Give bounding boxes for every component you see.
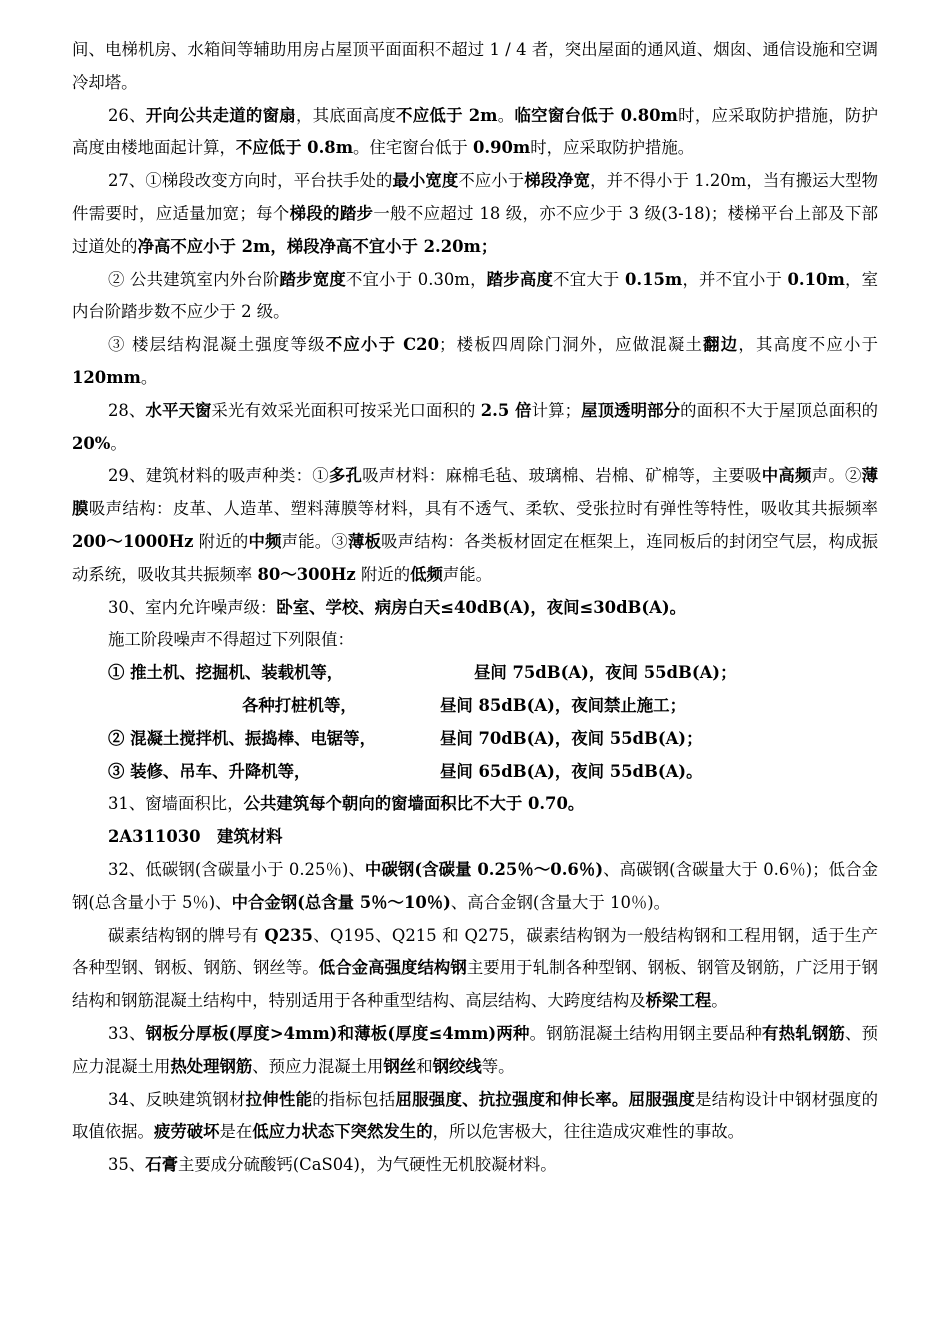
bold-text: 薄膜: [72, 466, 879, 519]
bold-text: Q235: [264, 925, 313, 945]
text: 。钢筋混凝土结构用钢主要品种: [529, 1023, 763, 1043]
text: 、预应力混凝土用: [72, 1023, 879, 1076]
bold-text: 低应力状态下突然发生的: [252, 1122, 433, 1142]
text: 附近的: [355, 564, 411, 584]
paragraph-34: [72, 1084, 878, 1150]
text: 、高合金钢(含量大于 10％)。: [450, 892, 671, 912]
bold-text: 踏步宽度: [279, 269, 346, 289]
bold-text: 不应小于 C20: [325, 335, 439, 355]
text: 不宜小于 0.30m，: [345, 269, 487, 289]
bold-text: 梯段的踏步: [289, 203, 374, 223]
noise-limit-value: 昼间 65dB(A)，夜间 55dB(A)。: [440, 761, 703, 781]
text: 声。②: [811, 466, 862, 486]
text: ③ 楼层结构混凝土强度等级: [108, 335, 326, 355]
bold-text: 薄板: [347, 531, 382, 551]
text: 31、窗墙面积比，: [108, 794, 244, 814]
bold-text: 不应低于 2m: [396, 105, 498, 125]
noise-limit-value: 昼间 75dB(A)，夜间 55dB(A)；: [474, 663, 737, 683]
bold-text: 梯段净宽: [524, 171, 591, 191]
bold-text: 20%: [72, 433, 111, 453]
equipment-label: ② 混凝土搅拌机、振捣棒、电锯等，: [108, 728, 376, 748]
bold-text: 0.10m: [787, 269, 845, 289]
paragraph-27-2: [72, 264, 878, 330]
text: ，并不宜小于: [682, 269, 788, 289]
bold-text: 80～300Hz: [257, 564, 356, 584]
paragraph-35: [72, 1149, 878, 1182]
noise-limit-value: 昼间 85dB(A)，夜间禁止施工；: [440, 695, 686, 715]
bold-text: 公共建筑每个朝向的窗墙面积比不大于 0.70。: [243, 794, 585, 814]
bold-text: 钢绞线: [432, 1056, 482, 1076]
bold-text: 中频: [248, 531, 282, 551]
text: ，其高度不应小于: [738, 335, 879, 355]
text: 主要用于轧制各种型钢、钢板、钢管及钢筋，广泛用于钢结构和钢筋混凝土结构中，特别适用于各种重型结构、高层结构、大跨度结构及: [72, 958, 879, 1011]
paragraph-30: [72, 592, 878, 625]
text: 计算；: [531, 400, 582, 420]
paragraph-30-noise-intro: 施工阶段噪声不得超过下列限值：: [108, 630, 354, 650]
text: 碳素结构钢的牌号有: [108, 925, 265, 945]
bold-text: 热处理钢筋: [170, 1056, 253, 1076]
bold-text: 钢板分厚板(厚度>4mm)和薄板(厚度≤4mm)两种: [145, 1023, 530, 1043]
text: 35、: [108, 1155, 146, 1175]
text: 时，应采取防护措施。: [530, 138, 695, 158]
paragraph-28: [72, 395, 878, 461]
bold-text: 0.90m: [473, 138, 531, 158]
paragraph-33: [72, 1018, 878, 1084]
bold-text: 中高频: [761, 466, 812, 486]
bold-text: 翻边: [703, 335, 739, 355]
text: 30、室内允许噪声级：: [108, 597, 277, 617]
bold-text: 0.15m: [624, 269, 683, 289]
paragraph-27-3: [72, 329, 878, 395]
text: 。: [110, 433, 127, 453]
text: 。: [711, 991, 728, 1011]
bold-text: 低合金高强度结构钢: [318, 958, 467, 978]
bold-text: 最小宽度: [392, 171, 459, 191]
paragraph-32-carbon-steel: [72, 920, 878, 1018]
bold-text: 多孔: [328, 466, 363, 486]
text: 28、: [108, 400, 146, 420]
text: 和: [416, 1056, 433, 1076]
text: 的指标包括: [312, 1089, 396, 1109]
equipment-label: ① 推土机、挖掘机、装载机等，: [108, 663, 344, 683]
text: 33、: [108, 1023, 146, 1043]
equipment-label: 各种打桩机等，: [242, 695, 357, 715]
text: 等。: [481, 1056, 515, 1076]
noise-limit-row: [72, 723, 878, 756]
bold-text: 净高不应小于 2m，梯段净高不宜小于 2.20m；: [137, 236, 498, 256]
bold-text: 不应低于 0.8m: [235, 138, 354, 158]
text: ；楼板四周除门洞外，应做混凝土: [438, 335, 704, 355]
bold-text: 中碳钢(含碳量 0.25％～0.6％): [364, 859, 604, 879]
bold-text: 石膏: [145, 1155, 179, 1175]
text: 不宜大于: [553, 269, 625, 289]
text: 34、反映建筑钢材: [108, 1089, 246, 1109]
text: 。: [140, 367, 158, 387]
equipment-label: ③ 装修、吊车、升降机等，: [108, 761, 311, 781]
paragraph-32: [72, 854, 878, 920]
bold-text: 200～1000Hz: [72, 531, 194, 551]
text: 采光有效采光面积可按采光口面积的: [211, 400, 481, 420]
text: 吸声结构：各类板材固定在框架上，连同板后的封闭空气层，构成振动系统，吸收其共振频率: [72, 531, 879, 584]
text: 的面积不大于屋顶总面积的: [680, 400, 879, 420]
text: 26、: [108, 105, 146, 125]
text: 32、低碳钢(含碳量小于 0.25％)、: [108, 859, 365, 879]
noise-limit-row: [72, 657, 878, 690]
text: 时，应采取防护措施，防护高度由楼地面起计算，: [72, 105, 879, 158]
text: 、Q195、Q215 和 Q275，碳素结构钢为一般结构钢和工程用钢，适于生产各种型钢、钢板、钢筋、钢丝等。: [72, 925, 878, 978]
text: 、预应力混凝土用: [252, 1056, 384, 1076]
paragraph-29: [72, 460, 878, 591]
bold-text: 踏步高度: [486, 269, 554, 289]
noise-limit-value: 昼间 70dB(A)，夜间 55dB(A)；: [440, 728, 703, 748]
text: 吸声材料：麻棉毛毡、玻璃棉、岩棉、矿棉等，主要吸: [362, 466, 762, 486]
document-page: [72, 34, 878, 1182]
bold-text: 低频: [410, 564, 443, 584]
text: 27、①梯段改变方向时，平台扶手处的: [108, 171, 393, 191]
noise-limit-row: [72, 690, 878, 723]
bold-text: 120mm: [72, 367, 141, 387]
text: 是在: [219, 1122, 253, 1142]
text: 。: [497, 105, 515, 125]
text: 吸声结构：皮革、人造革、塑料薄膜等材料，具有不透气、柔软、受张拉时有弹性等特性，吸收其共振频率: [88, 499, 879, 519]
text: 主要成分硫酸钙(CaS04)，为气硬性无机胶凝材料。: [178, 1155, 557, 1175]
text: 、高碳钢(含碳量大于 0.6％)；低合金钢(总含量小于 5％)、: [72, 859, 878, 912]
paragraph-27-1: [72, 165, 878, 263]
bold-text: 疲劳破坏: [153, 1122, 220, 1142]
paragraph-31: [72, 788, 878, 821]
bold-text: 水平天窗: [145, 400, 212, 420]
noise-limit-row: [72, 756, 878, 789]
text: 29、建筑材料的吸声种类：①: [108, 466, 329, 486]
text: ，所以危害极大，往往造成灾难性的事故。: [432, 1122, 745, 1142]
text: ，其底面高度: [295, 105, 397, 125]
paragraph-25-continued: 间、电梯机房、水箱间等辅助用房占屋顶平面面积不超过 1 / 4 者，突出屋面的通风道、烟囱、通信设施和空调冷却塔。: [72, 40, 878, 92]
bold-text: 拉伸性能: [245, 1089, 313, 1109]
text: 一般不应超过 18 级，亦不应少于 3 级(3-18)；楼梯平台上部及下部过道处的: [72, 203, 878, 256]
bold-text: 桥梁工程: [645, 991, 712, 1011]
bold-text: 有热轧钢筋: [762, 1023, 846, 1043]
bold-text: 临空窗台低于 0.80m: [514, 105, 678, 125]
text: 。住宅窗台低于: [353, 138, 473, 158]
text: 是结构设计中钢材强度的取值依据。: [72, 1089, 879, 1142]
bold-text: 2.5 倍: [480, 400, 532, 420]
bold-text: 屋顶透明部分: [581, 400, 681, 420]
text: 声能。: [442, 564, 493, 584]
bold-text: 钢丝: [383, 1056, 417, 1076]
text: 不应小于: [458, 171, 525, 191]
bold-text: 卧室、学校、病房白天≤40dB(A)，夜间≤30dB(A)。: [276, 597, 687, 617]
text: 声能。③: [281, 531, 348, 551]
bold-text: 屈服强度、抗拉强度和伸长率。屈服强度: [395, 1089, 696, 1109]
text: ，室内台阶踏步数不应少于 2 级。: [72, 269, 879, 322]
text: 附近的: [193, 531, 249, 551]
section-heading: 2A311030 建筑材料: [108, 827, 283, 847]
text: ，并不得小于 1.20m，当有搬运大型物件需要时，应适量加宽；每个: [72, 171, 879, 223]
bold-text: 开向公共走道的窗扇: [145, 105, 296, 125]
paragraph-26: [72, 100, 878, 166]
text: ② 公共建筑室内外台阶: [108, 269, 280, 289]
bold-text: 中合金钢(总含量 5％～10％): [231, 892, 451, 912]
